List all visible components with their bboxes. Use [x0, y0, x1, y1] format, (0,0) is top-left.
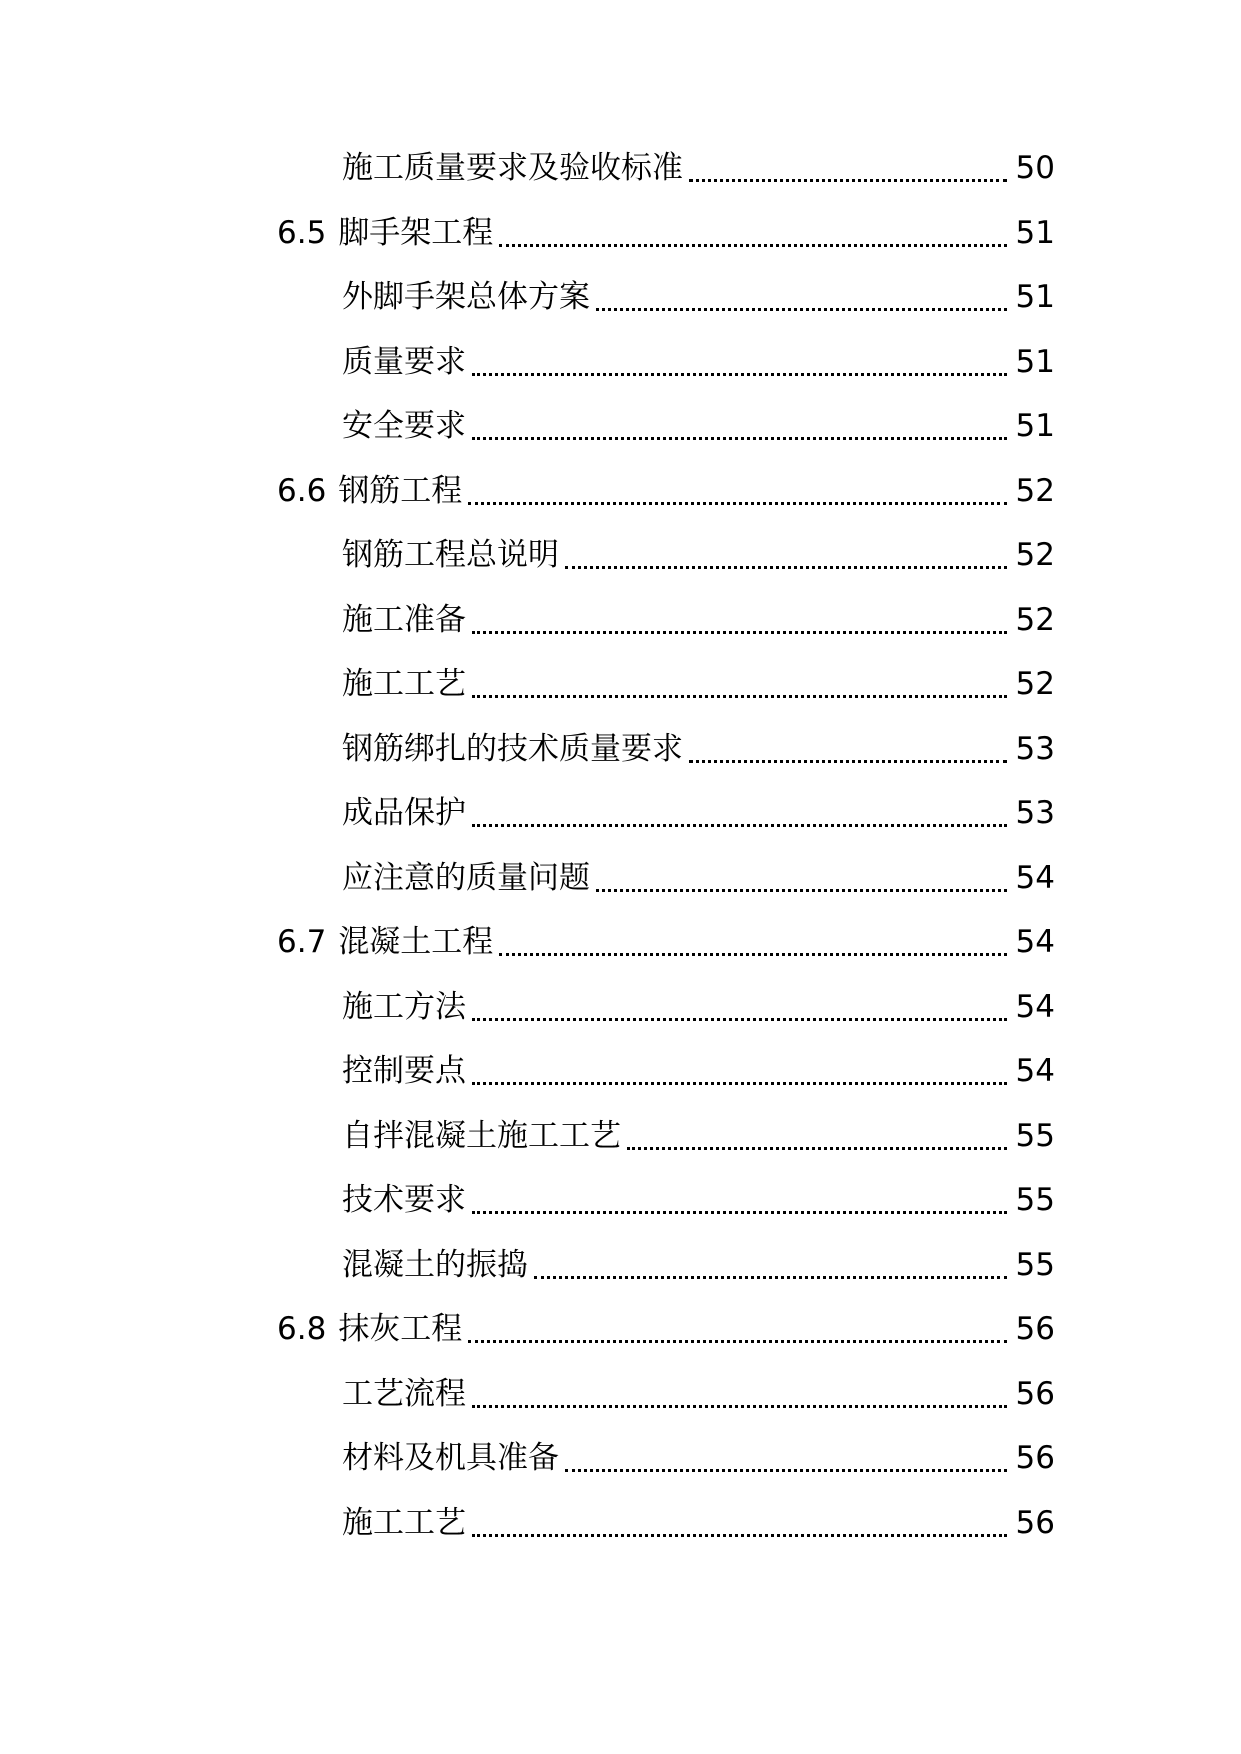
toc-entry-title: 工艺流程: [342, 1375, 466, 1412]
toc-entry-title: 钢筋绑扎的技术质量要求: [342, 730, 683, 767]
toc-entry-title: 技术要求: [342, 1182, 466, 1218]
toc-entry-title: 施工工艺: [342, 1504, 466, 1541]
toc-entry-title: 自拌混凝土施工工艺: [342, 1117, 621, 1154]
toc-subsection-entry[interactable]: [0, 1051, 1241, 1116]
toc-dot-leader: [565, 1438, 1007, 1472]
toc-entry-page-number: 55: [1015, 1117, 1055, 1154]
toc-dot-leader: [472, 342, 1007, 376]
toc-subsection-entry[interactable]: [0, 1438, 1241, 1503]
toc-subsection-entry[interactable]: [0, 148, 1241, 213]
toc-section-entry[interactable]: [0, 922, 1241, 987]
toc-section-entry[interactable]: [0, 1309, 1241, 1374]
toc-dot-leader: [472, 1374, 1007, 1408]
toc-entry-page-number: 56: [1015, 1504, 1055, 1541]
toc-subsection-entry[interactable]: [0, 1374, 1241, 1439]
toc-dot-leader: [472, 1051, 1007, 1085]
toc-subsection-entry[interactable]: [0, 1180, 1241, 1245]
toc-entry-title: 混凝土的振捣: [342, 1246, 528, 1283]
toc-entry-number: 6.7: [277, 924, 327, 960]
toc-dot-leader: [472, 793, 1007, 827]
toc-entry-page-number: 55: [1015, 1182, 1055, 1218]
toc-section-entry[interactable]: [0, 213, 1241, 278]
toc-entry-title: 质量要求: [342, 343, 466, 380]
toc-entry-page-number: 51: [1015, 343, 1055, 380]
toc-entry-page-number: 54: [1015, 1053, 1055, 1089]
toc-subsection-entry[interactable]: [0, 664, 1241, 729]
toc-dot-leader: [472, 1180, 1007, 1214]
toc-entry-number: 6.5: [277, 214, 327, 251]
toc-section-entry[interactable]: [0, 471, 1241, 536]
toc-entry-page-number: 53: [1015, 730, 1055, 767]
toc-subsection-entry[interactable]: [0, 729, 1241, 794]
toc-entry-page-number: 56: [1015, 1311, 1055, 1347]
toc-dot-leader: [472, 987, 1007, 1021]
toc-entry-title: 控制要点: [342, 1053, 466, 1089]
toc-subsection-entry[interactable]: [0, 1503, 1241, 1568]
table-of-contents: [0, 148, 1241, 1567]
toc-dot-leader: [596, 277, 1007, 311]
toc-entry-title: 抹灰工程: [338, 1311, 463, 1347]
toc-entry-title: 材料及机具准备: [342, 1440, 559, 1476]
toc-entry-title: 混凝土工程: [338, 924, 494, 960]
toc-entry-page-number: 51: [1015, 408, 1055, 444]
toc-entry-title: 施工方法: [342, 988, 466, 1025]
toc-subsection-entry[interactable]: [0, 793, 1241, 858]
toc-entry-page-number: 54: [1015, 988, 1055, 1025]
toc-entry-title: 施工质量要求及验收标准: [342, 150, 683, 186]
toc-entry-title: 成品保护: [342, 795, 466, 831]
toc-entry-title: 施工工艺: [342, 666, 466, 702]
toc-entry-number: 6.6: [277, 472, 327, 509]
toc-dot-leader: [472, 406, 1007, 440]
toc-entry-title: 施工准备: [342, 601, 466, 638]
toc-entry-page-number: 51: [1015, 279, 1055, 315]
toc-dot-leader: [565, 535, 1007, 569]
toc-subsection-entry[interactable]: [0, 1245, 1241, 1310]
toc-subsection-entry[interactable]: [0, 1116, 1241, 1181]
toc-dot-leader: [472, 1503, 1007, 1537]
toc-entry-title: 安全要求: [342, 408, 466, 444]
toc-dot-leader: [534, 1245, 1007, 1279]
toc-subsection-entry[interactable]: [0, 987, 1241, 1052]
toc-dot-leader: [627, 1116, 1007, 1150]
toc-entry-page-number: 54: [1015, 924, 1055, 960]
toc-entry-page-number: 55: [1015, 1246, 1055, 1283]
toc-entry-number: 6.8: [277, 1311, 327, 1347]
toc-dot-leader: [468, 471, 1007, 505]
toc-entry-page-number: 50: [1015, 150, 1055, 186]
toc-dot-leader: [472, 600, 1007, 634]
toc-dot-leader: [472, 664, 1007, 698]
toc-entry-title: 外脚手架总体方案: [342, 279, 590, 315]
toc-entry-page-number: 52: [1015, 537, 1055, 573]
toc-entry-page-number: 54: [1015, 859, 1055, 896]
toc-entry-page-number: 51: [1015, 214, 1055, 251]
toc-entry-page-number: 52: [1015, 666, 1055, 702]
toc-dot-leader: [499, 922, 1007, 956]
toc-subsection-entry[interactable]: [0, 277, 1241, 342]
toc-subsection-entry[interactable]: [0, 342, 1241, 407]
toc-entry-title: 钢筋工程总说明: [342, 537, 559, 573]
toc-entry-page-number: 52: [1015, 601, 1055, 638]
toc-entry-title: 应注意的质量问题: [342, 859, 590, 896]
toc-subsection-entry[interactable]: [0, 406, 1241, 471]
toc-dot-leader: [689, 148, 1007, 182]
toc-dot-leader: [689, 729, 1007, 763]
toc-entry-page-number: 52: [1015, 472, 1055, 509]
toc-entry-title: 脚手架工程: [338, 214, 494, 251]
toc-dot-leader: [468, 1309, 1007, 1343]
toc-entry-page-number: 56: [1015, 1440, 1055, 1476]
toc-subsection-entry[interactable]: [0, 600, 1241, 665]
toc-subsection-entry[interactable]: [0, 858, 1241, 923]
toc-dot-leader: [596, 858, 1007, 892]
toc-subsection-entry[interactable]: [0, 535, 1241, 600]
toc-entry-title: 钢筋工程: [338, 472, 463, 509]
toc-dot-leader: [499, 213, 1007, 247]
toc-entry-page-number: 56: [1015, 1375, 1055, 1412]
toc-entry-page-number: 53: [1015, 795, 1055, 831]
